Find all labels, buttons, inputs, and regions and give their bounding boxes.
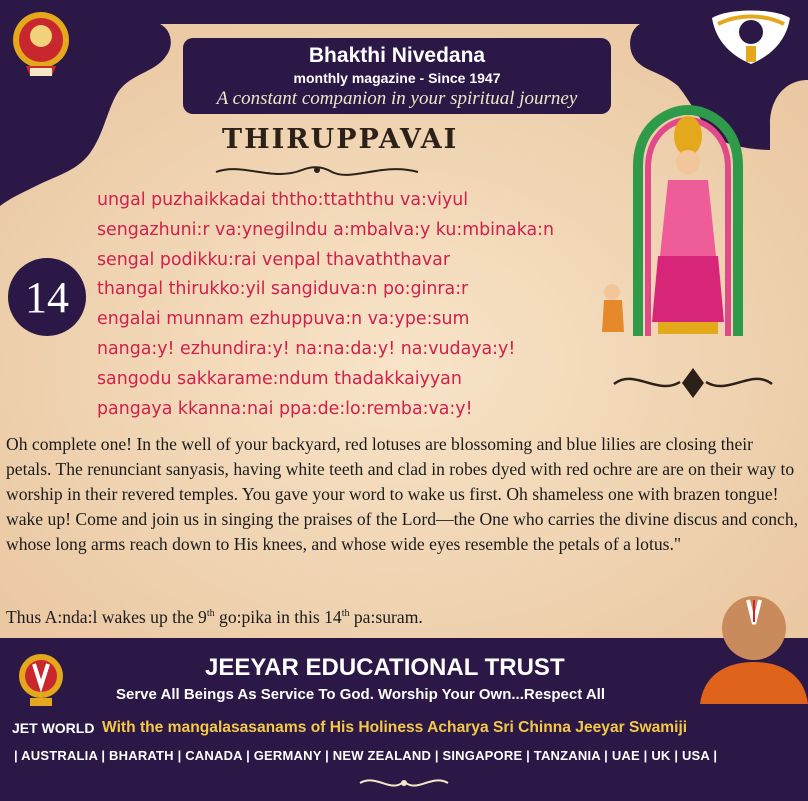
verse-lines <box>97 186 554 424</box>
jet-trust-emblem-icon <box>16 650 66 710</box>
translation-paragraph: Oh complete one! In the well of your backyard, red lotuses are blossoming and blue lilies are closing their petals. The renunciant sanyasis, having white teeth and clad in robes dyed with red ochre are are on their way to worship in their revered temples. You gave your word to wake us first. Oh shameless one with brazen tongue! wake up! Come and join us in singing the praises of the Lord—the One who carries the divine discus and conch, whose long arms reach down to His knees, and whose wide eyes resemble the petals of a lotus." <box>6 434 799 554</box>
magazine-tagline: A constant companion in your spiritual journey <box>216 88 578 109</box>
verse-line: pangaya kkanna:nai ppa:de:lo:remba:va:y! <box>97 398 473 419</box>
verse-line: sengazhuni:r va:ynegilndu a:mbalva:y ku:mbinaka:n <box>97 219 554 240</box>
jet-world-label: JET WORLD <box>12 720 95 736</box>
verse-line: sengal podikku:rai venpal thavaththavar <box>97 249 450 270</box>
verse-line: ungal puzhaikkadai ththo:ttaththu va:viyul <box>97 190 469 210</box>
closing-line <box>6 607 423 628</box>
magazine-subtitle: monthly magazine - Since 1947 <box>293 70 501 86</box>
elephant-namam-emblem-icon <box>708 6 794 72</box>
footer-flourish-icon <box>356 772 452 794</box>
ordinal-suffix: th <box>206 608 215 620</box>
closing-text: go:pika in this 14 <box>214 607 342 627</box>
flourish-ornament-icon <box>212 158 422 186</box>
magazine-header <box>183 38 611 114</box>
verse-line: engalai munnam ezhuppuva:n va:ype:sum <box>97 309 470 330</box>
verse-line: thangal thirukko:yil sangiduva:n po:ginra:r <box>97 279 469 300</box>
scroll-ornament-icon <box>608 362 778 404</box>
magazine-title: Bhakthi Nivedana <box>308 44 486 67</box>
ordinal-suffix: th <box>341 608 350 620</box>
andal-deity-illustration <box>598 96 778 352</box>
country-list: | AUSTRALIA | BHARATH | CANADA | GERMANY | NEW ZEALAND | SINGAPORE | TANZANIA | UAE | UK | USA | <box>14 748 718 763</box>
verse-line: nanga:y! ezhundira:y! na:na:da:y! na:vudaya:y! <box>97 338 516 359</box>
anniversary-1000-emblem-icon <box>8 6 74 78</box>
org-motto: Serve All Beings As Service To God. Worship Your Own...Respect All <box>116 686 606 703</box>
section-title: THIRUPPAVAI <box>222 124 459 155</box>
org-name: JEEYAR EDUCATIONAL TRUST <box>205 654 565 681</box>
closing-text: pa:suram. <box>349 607 423 627</box>
swamiji-portrait <box>700 580 808 704</box>
pasuram-number-badge: 14 <box>8 258 86 336</box>
mangalasasanam-line: With the mangalasasanams of His Holiness Acharya Sri Chinna Jeeyar Swamiji <box>102 719 688 736</box>
verse-line: sangodu sakkarame:ndum thadakkaiyyan <box>97 368 462 389</box>
closing-text: Thus A:nda:l wakes up the 9 <box>6 607 207 627</box>
